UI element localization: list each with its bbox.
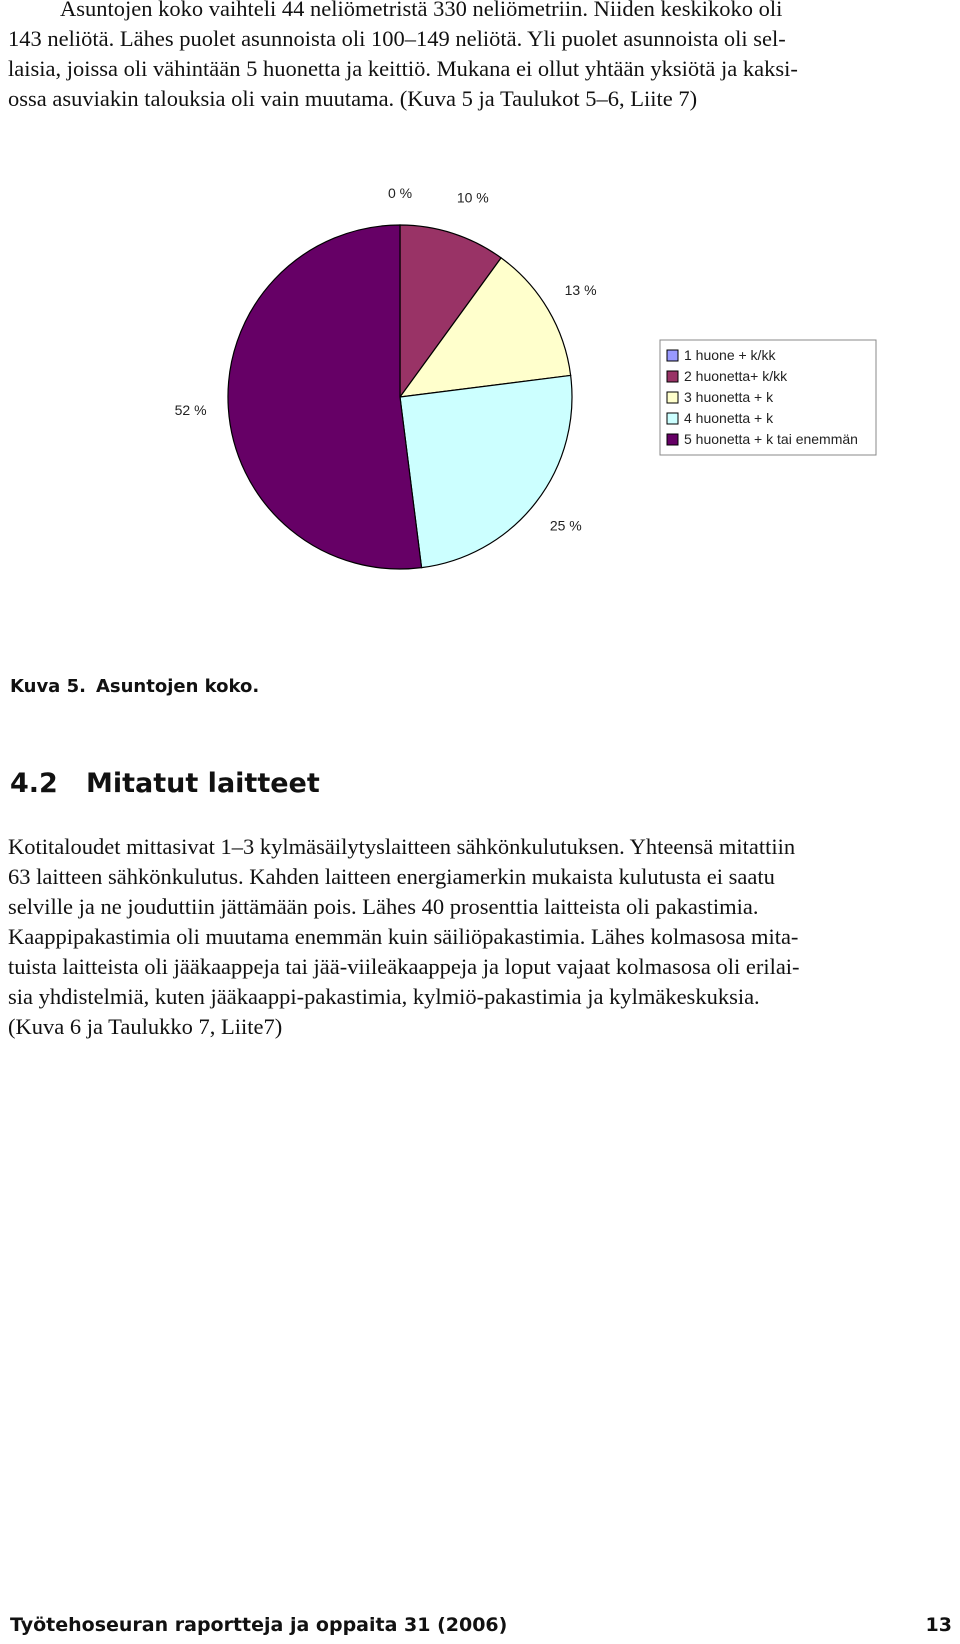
- pie-value-label: 25 %: [549, 517, 582, 534]
- section-title: Mitatut laitteet: [86, 768, 320, 799]
- text-line: ossa asuviakin talouksia oli vain muutama. (Kuva 5 ja Taulukot 5–6, Liite 7): [8, 86, 698, 111]
- pie-value-label: 13 %: [564, 282, 597, 299]
- text-line: Asuntojen koko vaihteli 44 neliömetristä 330 neliömetriin. Niiden keskikoko oli: [60, 0, 783, 21]
- pie-slice: [400, 375, 572, 567]
- legend-label: 1 huone + k/kk: [684, 347, 776, 363]
- pie-value-label: 0 %: [387, 185, 413, 202]
- text-line: (Kuva 6 ja Taulukko 7, Liite7): [8, 1014, 283, 1039]
- pie-value-label: 52 %: [174, 402, 207, 419]
- legend-label: 4 huonetta + k: [684, 410, 774, 426]
- pie-value-label: 10 %: [456, 189, 489, 206]
- text-line: sia yhdistelmiä, kuten jääkaappi-pakastimia, kylmiö-pakastimia ja kylmäkeskuksia.: [8, 984, 760, 1009]
- figure-caption-number: Kuva 5.: [10, 676, 86, 697]
- legend-swatch: [667, 413, 678, 424]
- page-number: 13: [925, 1614, 952, 1636]
- figure-caption-text: Asuntojen koko.: [95, 676, 260, 697]
- figure-caption: [10, 676, 259, 697]
- pie-chart: [0, 180, 960, 600]
- section-number: 4.2: [10, 768, 58, 799]
- text-line: tuista laitteista oli jääkaappeja tai jää-viileäkaappeja ja loput vajaat kolmasosa oli erilai-: [8, 954, 800, 979]
- pie-chart-figure: [0, 180, 960, 600]
- legend-label: 3 huonetta + k: [684, 389, 774, 405]
- legend-swatch: [667, 392, 678, 403]
- legend-label: 5 huonetta + k tai enemmän: [684, 431, 858, 447]
- legend-swatch: [667, 350, 678, 361]
- intro-paragraph: [8, 0, 948, 114]
- legend-label: 2 huonetta+ k/kk: [684, 368, 788, 384]
- text-line: 63 laitteen sähkönkulutus. Kahden laitteen energiamerkin mukaista kulutusta ei saatu: [8, 864, 775, 889]
- section-paragraph: [8, 832, 948, 1042]
- text-line: selville ja ne jouduttiin jättämään pois. Lähes 40 prosenttia laitteista oli pakastimia.: [8, 894, 759, 919]
- page-footer: [0, 1606, 960, 1644]
- footer-title: Työtehoseuran raportteja ja oppaita 31 (2006): [10, 1614, 508, 1636]
- text-line: 143 neliötä. Lähes puolet asunnoista oli 100–149 neliötä. Yli puolet asunnoista oli sel-: [8, 26, 786, 51]
- section-heading: [10, 768, 320, 799]
- pie-slice: [228, 225, 422, 569]
- text-line: laisia, joissa oli vähintään 5 huonetta ja keittiö. Mukana ei ollut yhtään yksiötä ja kaksi-: [8, 56, 798, 81]
- legend-swatch: [667, 371, 678, 382]
- text-line: Kaappipakastimia oli muutama enemmän kuin säiliöpakastimia. Lähes kolmasosa mita-: [8, 924, 799, 949]
- text-line: Kotitaloudet mittasivat 1–3 kylmäsäilytyslaitteen sähkönkulutuksen. Yhteensä mitattiin: [8, 834, 796, 859]
- legend-swatch: [667, 434, 678, 445]
